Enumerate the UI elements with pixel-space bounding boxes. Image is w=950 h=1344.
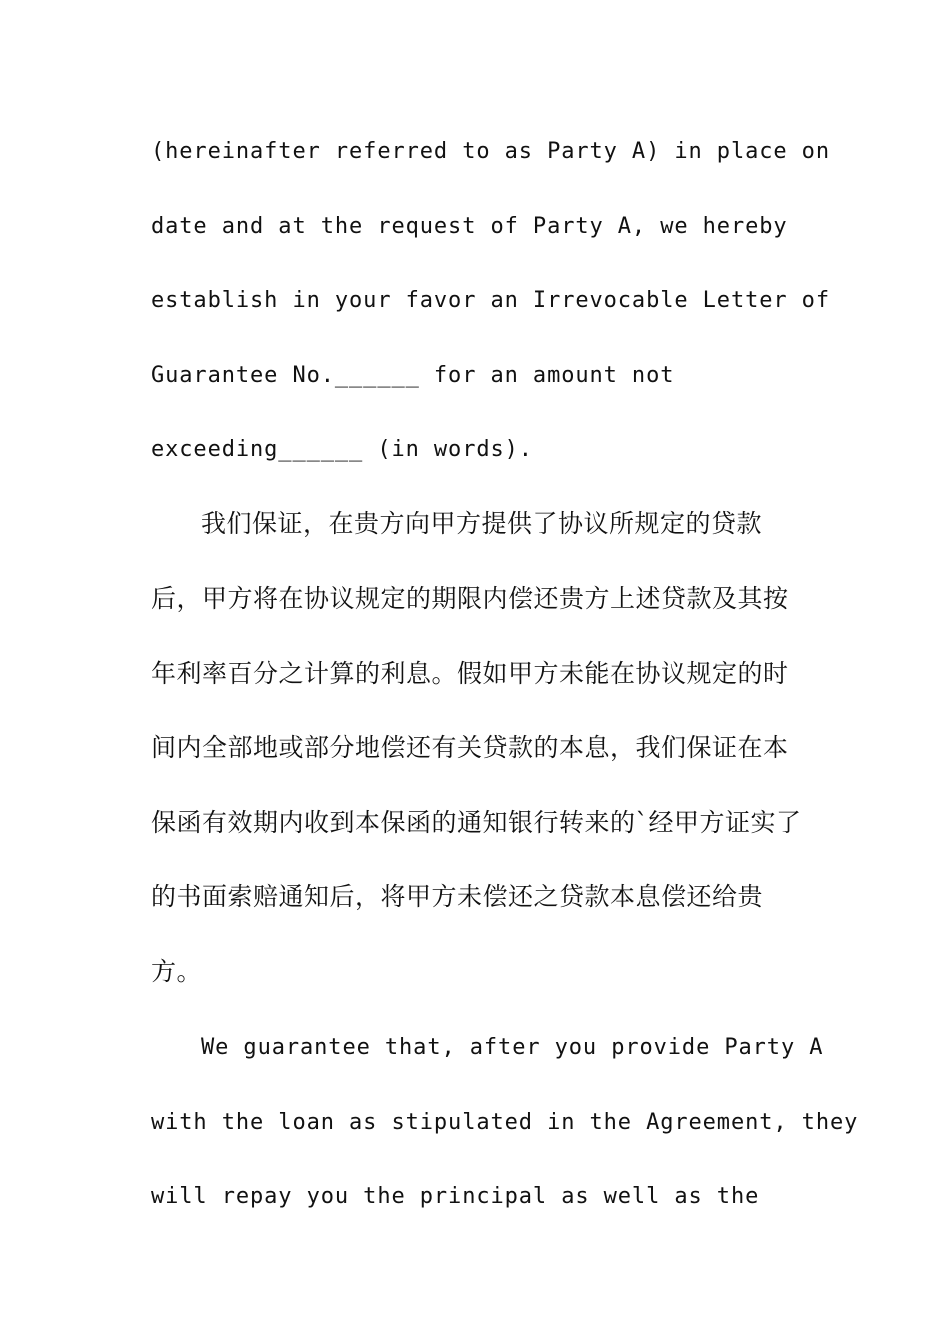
english-line: date and at the request of Party A, we hereby <box>151 214 788 239</box>
english-line: will repay you the principal as well as the <box>151 1184 760 1209</box>
english-line: establish in your favor an Irrevocable Letter of <box>151 288 830 313</box>
english-line: exceeding______ (in words). <box>151 437 533 462</box>
chinese-paragraph-line: 的书面索赔通知后，将甲方未偿还之贷款本息偿还给贵 <box>151 882 764 911</box>
english-line: We guarantee that, after you provide Party A <box>201 1035 824 1060</box>
english-line: with the loan as stipulated in the Agreement, they <box>151 1110 859 1135</box>
chinese-paragraph-line: 年利率百分之计算的利息。假如甲方未能在协议规定的时 <box>151 659 789 688</box>
chinese-paragraph-line: 保函有效期内收到本保函的通知银行转来的`经甲方证实了 <box>151 808 802 837</box>
english-line: (hereinafter referred to as Party A) in place on <box>151 139 830 164</box>
chinese-paragraph-line: 我们保证，在贵方向甲方提供了协议所规定的贷款 <box>201 509 763 538</box>
chinese-paragraph-line: 后，甲方将在协议规定的期限内偿还贵方上述贷款及其按 <box>151 584 789 613</box>
chinese-paragraph-line: 间内全部地或部分地偿还有关贷款的本息，我们保证在本 <box>151 733 789 762</box>
english-line: Guarantee No.______ for an amount not <box>151 363 675 388</box>
chinese-paragraph-line: 方。 <box>151 957 203 986</box>
